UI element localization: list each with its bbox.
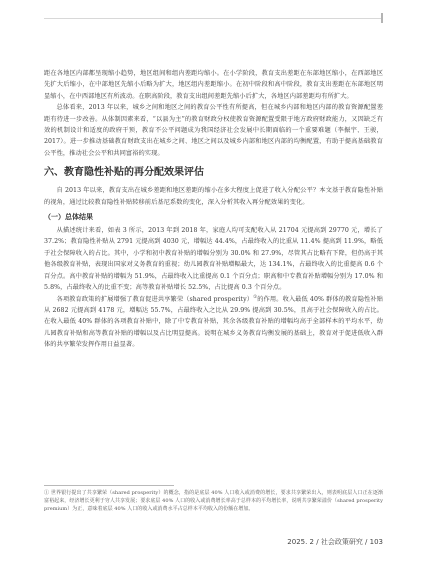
paragraph-1: 距在各地区内部都呈现缩小趋势，地区组间和组内差距均缩小。在小学阶段，教育支出差距在东部地区缩小，在西部地区先扩大后缩小，在中部地区先缩小后略为扩大，地区组内差距缩小。在初中阶段和高中阶段，教育支出差距在东部地区明显缩小，在中西部地区有所波动。在职高阶段，教育支出组间差距先缩小后扩大，各地区内部差距均有所扩大。 bbox=[44, 70, 383, 100]
paragraph-4: 从描述统计来看，如表 3 所示，2013 年到 2018 年，家庭人均可支配收入从 21704 元提高到 29770 元，增长了 37.2%；教育隐性补贴从 2791 元提高到 4030 元，增幅达 44.4%，占最终收入的比重从 11.4% 提高到 11.9%，略低于社会保障收入的占比。其中，小学和初中教育补贴的增幅分别为 30.0% 和 27.9%，尽管其占比略有下降，但仍高于其他各级教育补贴，表现出国家对义务教育的重视；幼儿园教育补贴增幅最大，达 134.1%，占最终收入的比重提高 0.6 个百分点。高中教育补贴的增幅为 51.9%，占最终收入比重提高 0.1 个百分点；职高和中专教育补贴增幅分别为 17.0% 和 5.8%，占最终收入的比重不变；高等教育补贴增长 52.5%，占比提高 0.3 个百分点。 bbox=[44, 227, 383, 292]
paragraph-5-part-b: 的作用。收入最低 40% 群体的教育隐性补贴从 2682 元提高到 4178 元，增幅达 55.7%，占最终收入之比从 29.9% 提高到 30.5%，且高于社会保障收入的占比。在收入最低 40% 群体的各项教育补贴中，除了中专教育补贴，其余各级教育补贴的增幅均高于全部样本的平均水平，幼儿园教育补贴和高等教育补贴的增幅以及占比明显提高。说明在城乡义务教育均衡发展的基础上，教育对于促进低收入群体的共享繁荣发挥作用日益显著。 bbox=[44, 295, 383, 349]
footnote-ref[interactable]: ① bbox=[253, 294, 258, 300]
footnote-block bbox=[44, 489, 383, 513]
article-body bbox=[44, 68, 383, 351]
footnote-text: ① 世界银行提出了共享繁荣（shared prosperity）的概念，指的是底层 40% 人口收入或消费的增长，要求共享繁荣出入，则表明底层人口正在逐渐富裕起来，经济增长更利于穷人共享发展；要求底层 40% 人口的收入或消费增长率高于总样本的平均增长率，说明共享繁荣溢价（shared prosperity premium）为正，意味着底层 40% 人口的收入或消费水平占总样本平均收入的份额在增加。 bbox=[44, 490, 383, 512]
section-heading: 六、教育隐性补贴的再分配效果评估 bbox=[44, 167, 204, 179]
page-footer: 2025. 2 / 社会政策研究 / 103 bbox=[287, 538, 383, 546]
subsection-heading: （一）总体结果 bbox=[44, 213, 93, 222]
header-rule bbox=[44, 18, 383, 19]
paragraph-5 bbox=[44, 294, 383, 351]
paragraph-3: 自 2013 年以来，教育支出在城乡差距和地区差距的缩小在多大程度上促进了收入分配公平？本文基于教育隐性补贴的视角，通过比较教育隐性补贴转移前后基尼系数的变化，深入分析其收入再分配效果的变化。 bbox=[44, 187, 383, 206]
paragraph-2: 总体看来，2013 年以来，城乡之间和地区之间的教育公平性有所提高，但在城乡内部和地区内部的教育资源配置差距有待进一步改善。从体制因素来看，“以县为主”的教育财政分权使教育资源配置受限于地方政府财政能力，又因缺乏有效的机制设计和适度的政府干预，教育不公平问题成为我国经济社会发展中长期面临的一个重要难题（李振宇、王骏，2017）。进一步推动基础教育财政支出在城乡之间、地区之间以及城乡内部和地区内部的均衡配置，有助于提高基础教育公平性，推动社会公平和共同富裕的实现。 bbox=[44, 104, 383, 157]
header-marker bbox=[381, 13, 383, 23]
paragraph-5-part-a: 各项教育政策的扩展增强了教育促进共享繁荣（shared prosperity） bbox=[56, 295, 254, 303]
footnote-divider bbox=[44, 485, 174, 486]
